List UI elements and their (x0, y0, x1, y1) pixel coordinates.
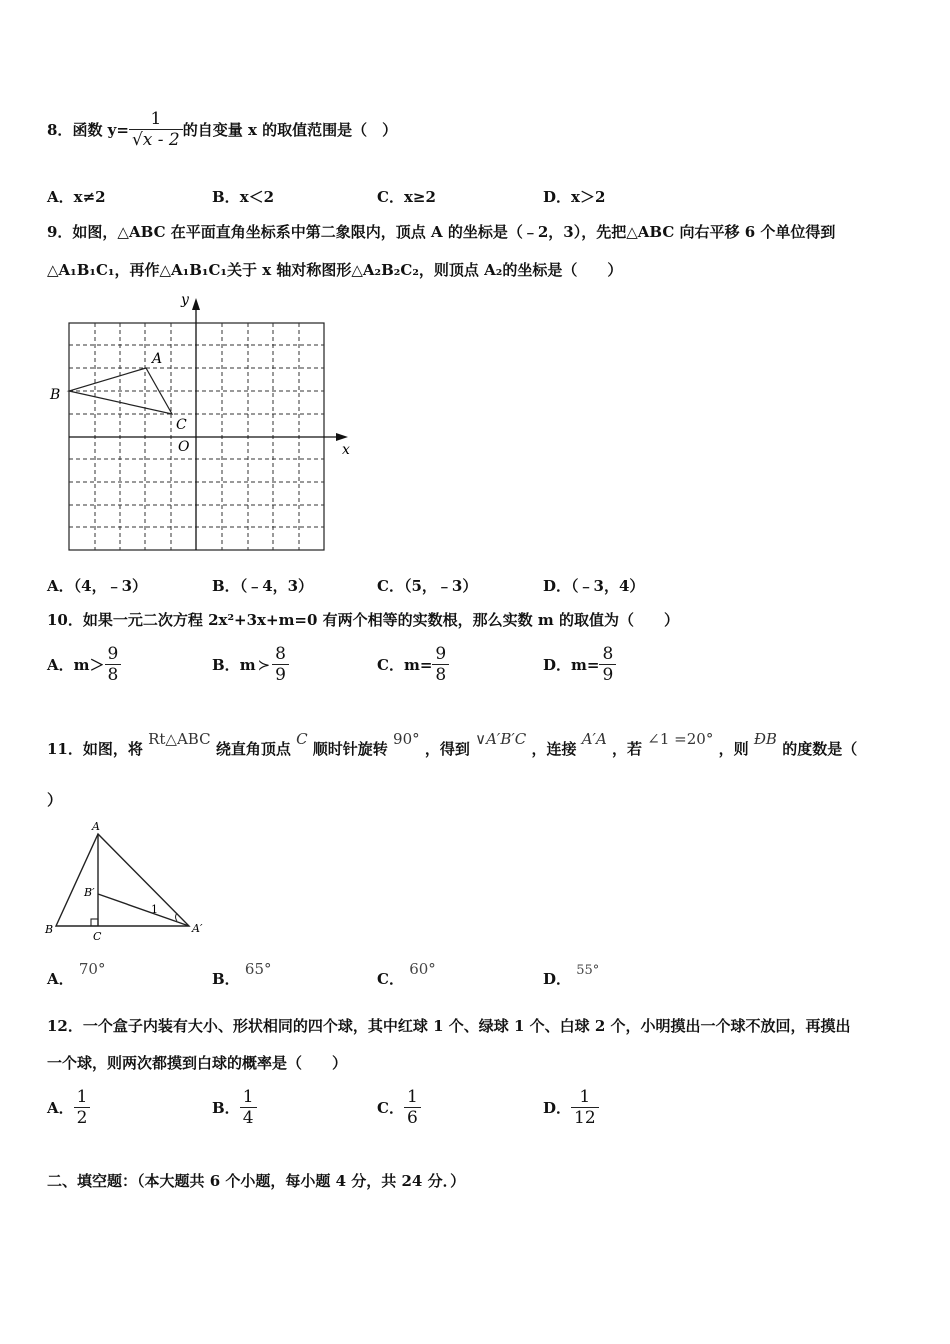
q12-stem-line1: 12．一个盒子内装有大小、形状相同的四个球，其中红球 1 个、绿球 1 个、白球 2 个，小明摸出一个球不放回，再摸出 (47, 1017, 851, 1035)
q10-option-a[interactable]: A． m＞ $\frac{9}{8}$ (47, 644, 121, 685)
angle-1-arc (176, 913, 178, 921)
q11-option-a[interactable]: A． 70° (47, 960, 106, 988)
label-a: A (152, 351, 163, 367)
q12-option-c[interactable]: C． $\frac{1}{6}$ (377, 1087, 421, 1128)
q9-option-a[interactable]: A．（4，﹣3） (47, 577, 148, 595)
q8-option-c[interactable]: C．x≥2 (377, 188, 436, 206)
q10-stem: 10．如果一元二次方程 2x²+3x+m=0 有两个相等的实数根，那么实数 m 的取值为（ ） (47, 611, 679, 629)
section-2-heading: 二、填空题：（本大题共 6 个小题，每小题 4 分，共 24 分．） (47, 1172, 466, 1190)
q9-option-d[interactable]: D．（﹣3，4） (543, 577, 645, 595)
q8-stem (47, 104, 397, 154)
q8-option-a[interactable]: A．x≠2 (47, 188, 106, 206)
label-a: A (92, 820, 100, 833)
label-b: B (45, 923, 54, 936)
y-axis-arrow (192, 298, 200, 310)
q12-option-b[interactable]: B． $\frac{1}{4}$ (212, 1087, 257, 1128)
q9-stem-line1: 9．如图，△ABC 在平面直角坐标系中第二象限内，顶点 A 的坐标是（﹣2，3），先把△ABC 向右平移 6 个单位得到 (47, 223, 836, 241)
q8-prefix: 函数 y= (72, 120, 129, 139)
label-c: C (176, 417, 187, 433)
right-angle-mark (91, 919, 98, 926)
label-x: x (342, 442, 350, 458)
q12-option-a[interactable]: A． $\frac{1}{2}$ (47, 1087, 90, 1128)
q11-option-d[interactable]: D． 55° (543, 963, 600, 988)
q11-stem: 11．如图，将 Rt△ABC 绕直角顶点 C 顺时针旋转 90° ，得到 ∨A′B′C ，连接 A′A ，若 ∠1 =20° ，则 ÐB 的度数是（ (47, 730, 858, 758)
q9-option-b[interactable]: B．（﹣4，3） (212, 577, 314, 595)
q8-option-b[interactable]: B．x＜2 (212, 188, 275, 206)
q8-suffix: 的自变量 x 的取值范围是（ ） (182, 120, 398, 139)
q12-stem-line2: 一个球，则两次都摸到白球的概率是（ ） (47, 1054, 348, 1072)
label-c: C (93, 930, 102, 943)
q10-option-d[interactable]: D． m= $\frac{8}{9}$ (543, 644, 616, 685)
q8-frac-numerator: 1 (150, 108, 162, 129)
q9-figure (44, 290, 364, 562)
q8-number: 8． (47, 120, 73, 139)
label-o: O (178, 439, 190, 455)
label-b: B (50, 387, 61, 403)
q8-option-d[interactable]: D．x＞2 (543, 188, 606, 206)
segment-b1a1 (98, 894, 189, 926)
label-y: y (181, 292, 189, 308)
q11-option-c[interactable]: C． 60° (377, 960, 436, 988)
label-a-prime: A′ (192, 922, 203, 935)
q12-option-d[interactable]: D． $\frac{1}{12}$ (543, 1087, 599, 1128)
label-1: 1 (151, 903, 158, 916)
x-axis-arrow (336, 433, 348, 441)
q10-option-b[interactable]: B． m ≻ $\frac{8}{9}$ (212, 644, 289, 685)
q9-option-c[interactable]: C．（5，﹣3） (377, 577, 478, 595)
q8-frac-denominator: √x - 2 (131, 129, 180, 150)
q9-stem-line2: △A₁B₁C₁，再作△A₁B₁C₁关于 x 轴对称图形△A₂B₂C₂，则顶点 A₂的坐标是（ ） (47, 261, 623, 279)
triangle-abc (56, 834, 189, 926)
label-b-prime: B′ (84, 886, 95, 899)
q10-option-c[interactable]: C． m= $\frac{9}{8}$ (377, 644, 449, 685)
q11-figure (44, 818, 214, 946)
q11-option-b[interactable]: B． 65° (212, 960, 272, 988)
q11-close-paren: ） (47, 791, 63, 809)
q8-fraction (129, 109, 183, 150)
